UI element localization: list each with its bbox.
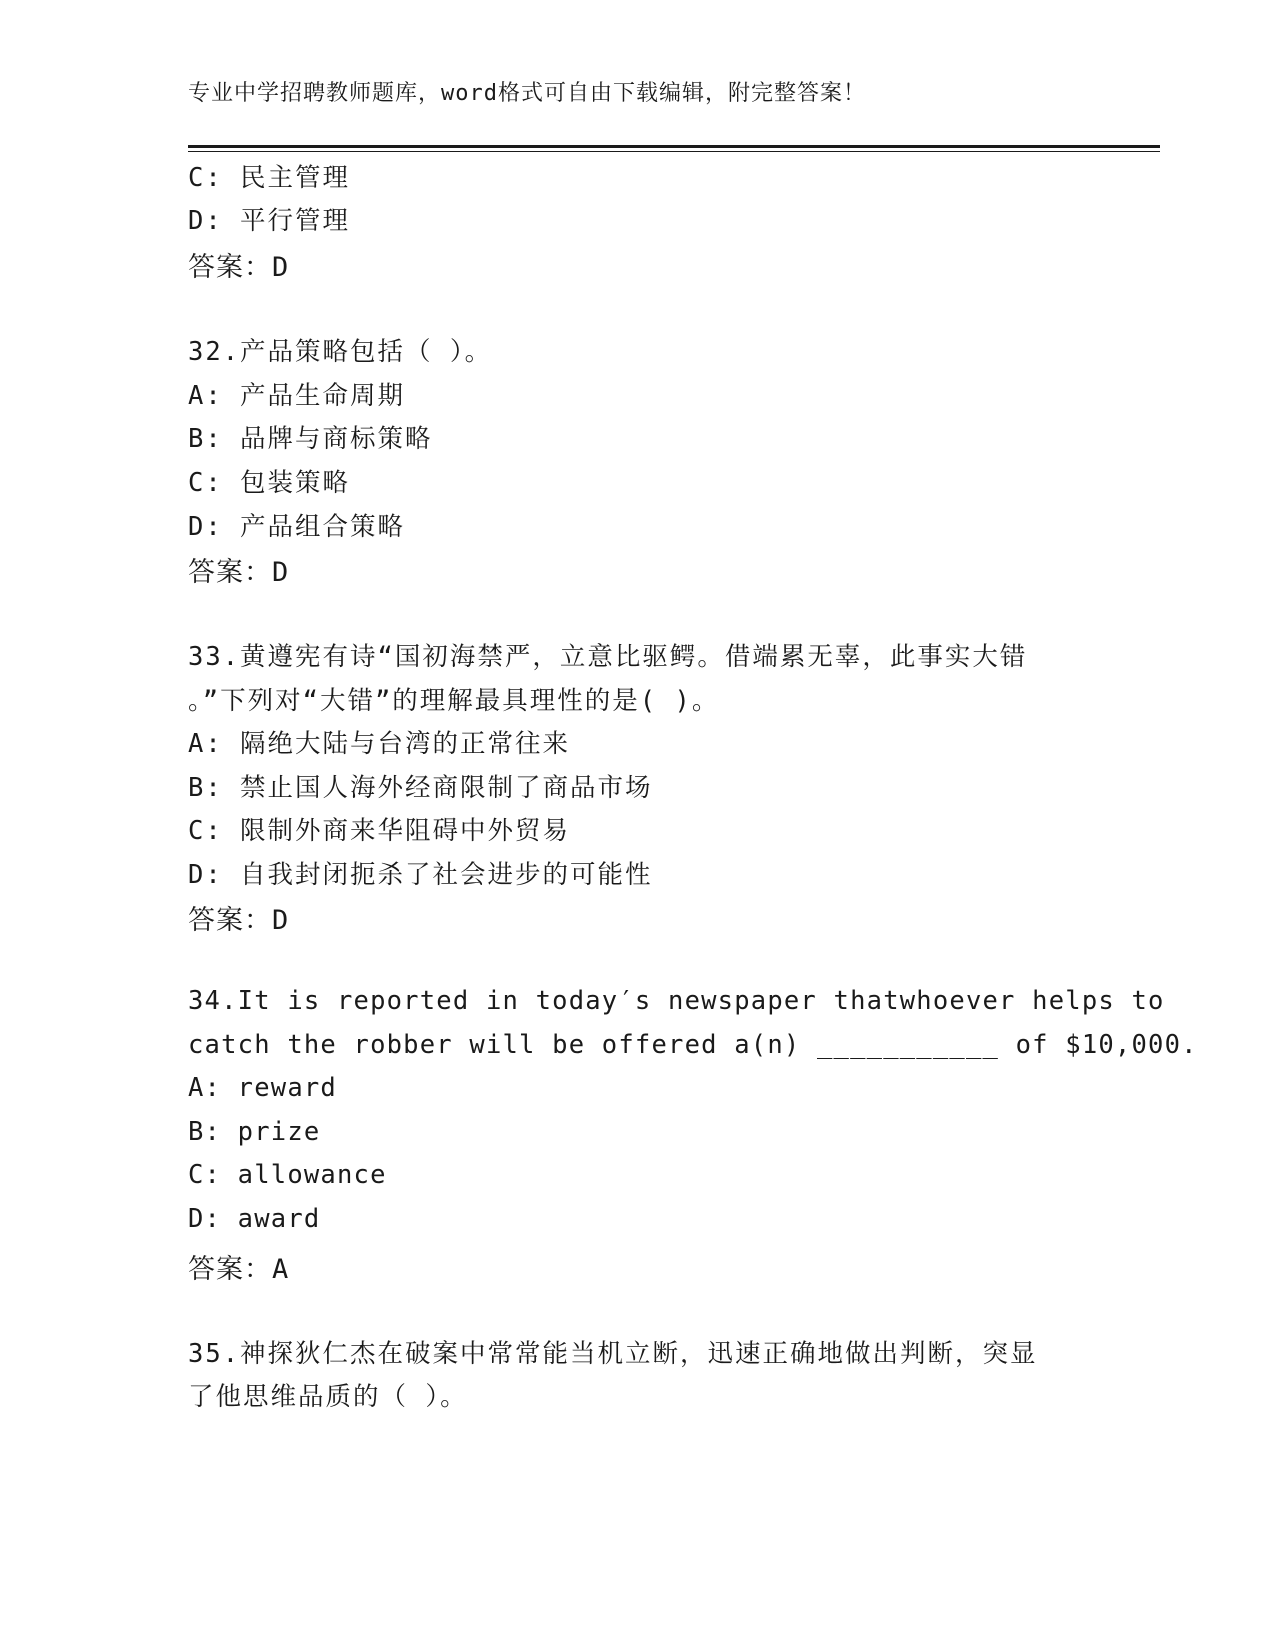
answer-value: A [272,1254,290,1285]
q33-option-d: D: 自我封闭扼杀了社会进步的可能性 [188,860,653,890]
q33-answer [188,898,289,937]
page-header: 专业中学招聘教师题库，word格式可自由下载编辑，附完整答案！ [188,81,866,106]
q35-question-line-1: 35.神探狄仁杰在破案中常常能当机立断，迅速正确地做出判断，突显 [188,1339,1038,1369]
q32-option-a: A: 产品生命周期 [188,381,406,411]
q33-question-line-1: 33.黄遵宪有诗“国初海禁严，立意比驱鳄。借端累无辜，此事实大错 [188,642,1028,672]
answer-value: D [272,905,290,936]
q32-question: 32.产品策略包括（ ）。 [188,337,493,367]
q34-option-a: A: reward [188,1073,337,1103]
q33-option-a: A: 隔绝大陆与台湾的正常往来 [188,729,571,759]
q31-answer [188,245,289,284]
q32-option-b: B: 品牌与商标策略 [188,424,433,454]
answer-label: 答案： [188,1254,272,1285]
answer-label: 答案： [188,557,272,588]
q34-question-line-2: catch the robber will be offered a(n) ___________ of $10,000. [188,1030,1198,1060]
q34-option-c: C: allowance [188,1160,387,1190]
q34-question-line-1: 34.It is reported in today′s newspaper thatwhoever helps to [188,986,1165,1016]
q32-option-c: C: 包装策略 [188,468,351,498]
q35-question-line-2: 了他思维品质的（ ）。 [188,1382,468,1412]
q32-answer [188,550,289,589]
q33-option-c: C: 限制外商来华阻碍中外贸易 [188,816,571,846]
answer-value: D [272,557,290,588]
q33-option-b: B: 禁止国人海外经商限制了商品市场 [188,773,653,803]
header-rule-thick [188,145,1160,148]
q34-option-b: B: prize [188,1117,321,1147]
q31-option-c: C: 民主管理 [188,163,351,193]
answer-label: 答案： [188,905,272,936]
answer-label: 答案： [188,252,272,283]
q32-option-d: D: 产品组合策略 [188,512,406,542]
q34-option-d: D: award [188,1204,321,1234]
header-rule-thin [188,151,1160,152]
answer-value: D [272,252,290,283]
q33-question-line-2: 。”下列对“大错”的理解最具理性的是( )。 [188,686,720,716]
q34-answer [188,1247,289,1286]
q31-option-d: D: 平行管理 [188,206,351,236]
